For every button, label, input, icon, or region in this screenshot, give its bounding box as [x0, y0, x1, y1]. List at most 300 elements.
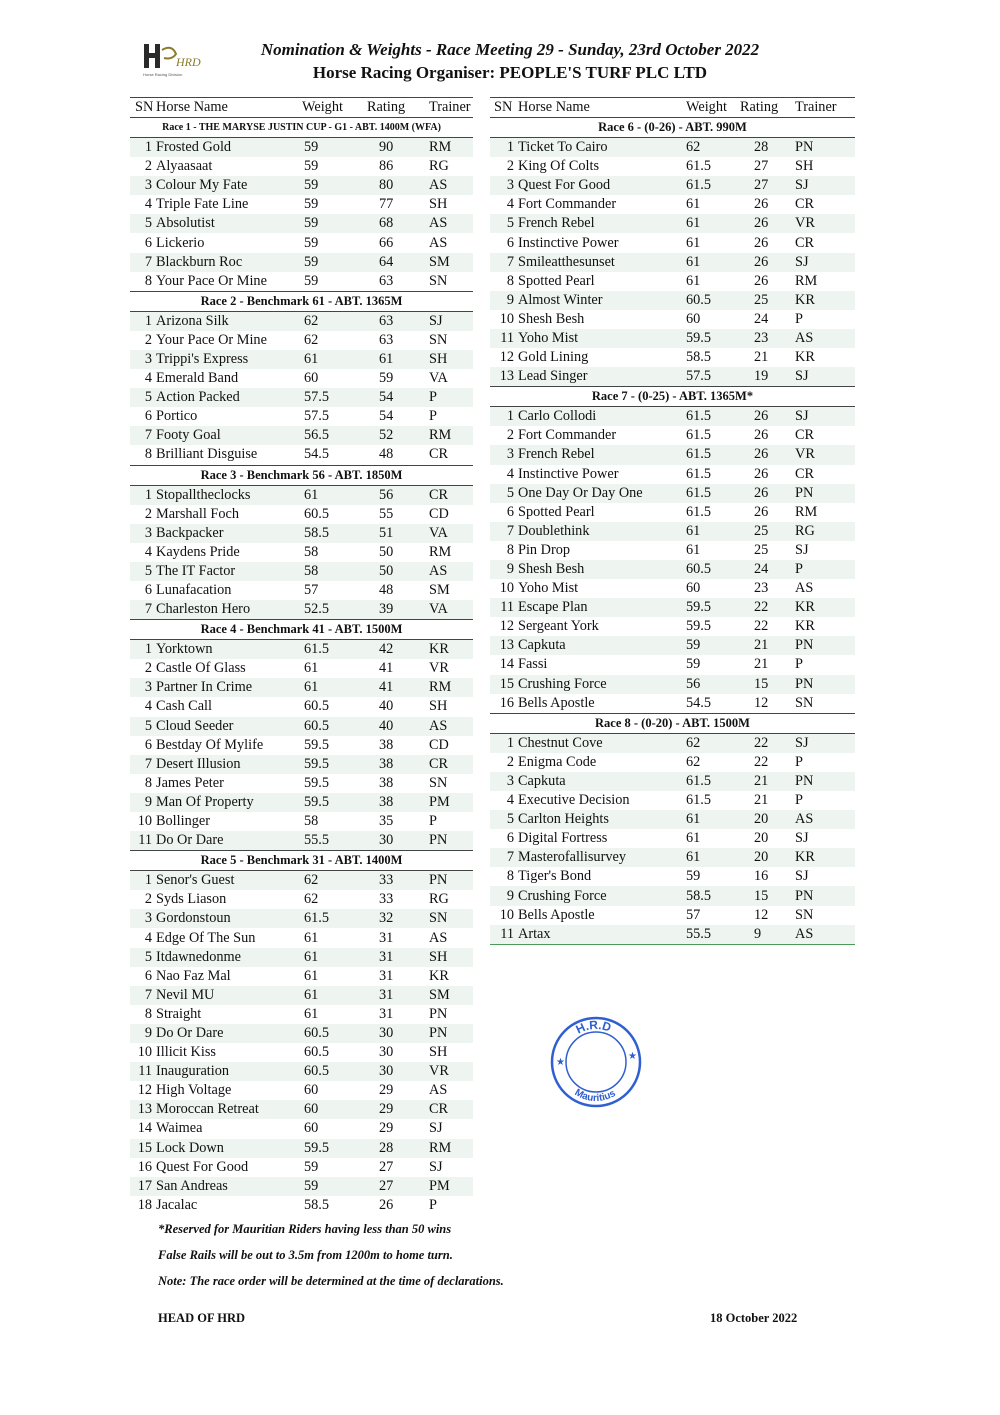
entry-sn: 18	[137, 1196, 152, 1213]
entry-horse: Bells Apostle	[518, 694, 595, 711]
entry-trainer: SN	[795, 906, 814, 923]
entry-row	[130, 1177, 473, 1196]
entry-rating: 28	[367, 1139, 429, 1158]
entry-horse: Chestnut Cove	[518, 733, 664, 753]
entry-trainer: AS	[429, 176, 473, 195]
entry-row	[130, 253, 473, 272]
entry-sn: 6	[144, 582, 152, 599]
entry-weight: 60.5	[302, 1062, 367, 1081]
entry-horse: Pin Drop	[518, 541, 571, 558]
entry-weight: 60	[686, 580, 701, 597]
entry-horse: Illicit Kiss	[156, 1044, 216, 1061]
entry-weight: 61	[304, 660, 319, 677]
entry-rating: 50	[379, 543, 394, 560]
entry-weight: 61	[664, 522, 740, 541]
entry-trainer: CD	[429, 505, 449, 522]
entry-trainer: VA	[429, 600, 473, 620]
entry-sn: 14	[137, 1120, 152, 1137]
entry-weight: 62	[304, 331, 319, 348]
entry-row	[130, 272, 473, 292]
entry-trainer: PN	[429, 1024, 473, 1043]
entry-rating: 20	[740, 810, 795, 829]
entry-weight: 62	[664, 733, 740, 753]
entry-row	[130, 736, 473, 755]
entry-rating: 32	[367, 909, 429, 928]
col-weight: Weight	[302, 98, 367, 118]
entry-horse: Digital Fortress	[518, 830, 608, 847]
entry-horse: Action Packed	[156, 388, 302, 407]
entry-row	[130, 426, 473, 445]
entry-horse: Your Pace Or Mine	[156, 331, 267, 348]
entry-horse: Cloud Seeder	[156, 717, 302, 736]
race-title: Race 8 - (0-20) - ABT. 1500M	[490, 713, 855, 733]
entry-trainer: PN	[795, 636, 855, 655]
entry-rating: 56	[367, 485, 429, 505]
entry-rating: 26	[740, 214, 795, 233]
entry-weight: 61.5	[664, 176, 740, 195]
entry-weight: 61	[304, 967, 319, 984]
entry-trainer: SH	[429, 350, 473, 369]
entry-rating: 19	[740, 367, 795, 387]
entry-weight: 59	[302, 138, 367, 158]
entry-sn: 7	[130, 600, 156, 620]
entry-weight: 61	[302, 948, 367, 967]
entry-rating: 25	[740, 291, 795, 310]
col-sn: SN	[490, 98, 518, 118]
entry-trainer: P	[429, 408, 437, 425]
entry-horse: Spotted Pearl	[518, 503, 595, 520]
entry-rating: 12	[754, 694, 769, 711]
stamp-top-text: H.R.D	[573, 1017, 613, 1037]
entry-horse: Edge Of The Sun	[156, 929, 256, 946]
entry-horse: One Day Or Day One	[518, 484, 664, 503]
entry-horse: Backpacker	[156, 524, 302, 543]
entry-trainer: SJ	[795, 176, 855, 195]
entry-row	[130, 445, 473, 465]
entry-rating: 38	[367, 755, 429, 774]
entry-trainer: RM	[429, 1139, 473, 1158]
entry-trainer: VA	[429, 524, 473, 543]
entry-trainer: P	[795, 560, 855, 579]
entry-weight: 58.5	[664, 886, 740, 905]
entry-trainer: SH	[429, 698, 448, 715]
entry-trainer: PN	[795, 886, 855, 905]
entry-rating: 55	[379, 505, 394, 522]
entry-row	[490, 829, 855, 848]
entry-trainer: VR	[429, 1062, 473, 1081]
entry-weight: 59	[302, 1177, 367, 1196]
entry-trainer: PM	[429, 1177, 473, 1196]
entry-sn: 4	[144, 698, 152, 715]
entry-trainer: AS	[795, 925, 855, 945]
entry-row	[130, 1119, 473, 1138]
entry-horse: Lickerio	[156, 234, 205, 251]
entry-sn: 3	[130, 909, 156, 928]
entry-rating: 80	[367, 176, 429, 195]
entry-row	[130, 407, 473, 426]
entry-rating: 23	[740, 329, 795, 348]
entry-weight: 57.5	[304, 408, 330, 425]
entry-weight: 61.5	[686, 792, 712, 809]
entry-rating: 22	[740, 598, 795, 617]
entry-rating: 27	[754, 158, 769, 175]
note-reserved: *Reserved for Mauritian Riders having less than 50 wins	[158, 1222, 452, 1236]
entry-rating: 30	[367, 1024, 429, 1043]
entry-rating: 26	[754, 427, 769, 444]
entry-sn: 17	[130, 1177, 156, 1196]
entry-weight: 60.5	[304, 1044, 330, 1061]
entry-trainer: RM	[429, 426, 473, 445]
entry-horse: Castle Of Glass	[156, 660, 246, 677]
race-title: Race 6 - (0-26) - ABT. 990M	[490, 118, 855, 138]
entry-weight: 59	[304, 1158, 319, 1175]
entry-sn: 6	[144, 234, 152, 251]
entry-rating: 39	[367, 600, 429, 620]
entry-trainer: AS	[429, 214, 473, 233]
entry-rating: 21	[754, 792, 769, 809]
entry-rating: 77	[379, 196, 394, 213]
entry-rating: 61	[367, 350, 429, 369]
entry-weight: 59	[304, 158, 319, 175]
entry-row	[130, 948, 473, 967]
entry-rating: 15	[740, 886, 795, 905]
entry-trainer: RM	[429, 138, 473, 158]
entry-rating: 66	[379, 234, 394, 251]
entry-row	[490, 367, 855, 387]
entry-rating: 64	[367, 253, 429, 272]
entry-row	[490, 541, 855, 560]
entry-weight: 59.5	[302, 1139, 367, 1158]
entry-horse: Inauguration	[156, 1062, 302, 1081]
entry-horse: Carlo Collodi	[518, 407, 664, 427]
entry-rating: 40	[367, 717, 429, 736]
entry-weight: 54.5	[686, 694, 712, 711]
entry-horse: Man Of Property	[156, 793, 302, 812]
entry-rating: 27	[367, 1177, 429, 1196]
entry-weight: 60	[304, 1082, 319, 1099]
entry-horse: Fort Commander	[518, 196, 617, 213]
entry-row	[130, 331, 473, 350]
entry-horse: Senor's Guest	[156, 871, 302, 891]
entry-weight: 61	[664, 214, 740, 233]
entry-sn: 9	[490, 291, 518, 310]
entry-trainer: AS	[429, 717, 473, 736]
entry-sn: 4	[506, 792, 514, 809]
entry-horse: Colour My Fate	[156, 176, 302, 195]
entry-rating: 21	[740, 772, 795, 791]
col-weight: Weight	[664, 98, 740, 118]
entry-sn: 10	[499, 906, 514, 923]
entry-weight: 61.5	[686, 427, 712, 444]
entry-sn: 3	[490, 176, 518, 195]
entry-row	[490, 291, 855, 310]
entry-sn: 1	[130, 485, 156, 505]
entry-row	[130, 195, 473, 214]
entry-row	[490, 560, 855, 579]
entry-horse: Quest For Good	[156, 1158, 249, 1175]
entry-rating: 21	[740, 636, 795, 655]
entry-trainer: P	[795, 656, 803, 673]
logo-subtext: Horse Racing Division	[143, 72, 183, 77]
entry-horse: French Rebel	[518, 445, 664, 464]
entry-horse: Absolutist	[156, 214, 302, 233]
entry-row	[490, 848, 855, 867]
entry-sn: 5	[130, 717, 156, 736]
entry-sn: 5	[130, 948, 156, 967]
entry-horse: French Rebel	[518, 214, 664, 233]
entry-horse: Bestday Of Mylife	[156, 736, 264, 753]
entry-weight: 61	[664, 848, 740, 867]
star-icon: ★	[628, 1051, 637, 1062]
entry-row	[490, 636, 855, 655]
entry-rating: 41	[367, 678, 429, 697]
entry-trainer: PN	[795, 484, 855, 503]
entry-trainer: VR	[795, 214, 855, 233]
entry-horse: Your Pace Or Mine	[156, 272, 267, 289]
entry-trainer: VR	[429, 660, 449, 677]
entry-horse: Smileatthesunset	[518, 253, 664, 272]
entry-weight: 61	[686, 272, 701, 289]
entry-horse: Bells Apostle	[518, 906, 595, 923]
entry-trainer: KR	[429, 967, 449, 984]
entry-trainer: SJ	[795, 830, 809, 847]
entry-rating: 35	[379, 813, 394, 830]
entry-trainer: VR	[795, 445, 855, 464]
entry-trainer: P	[429, 388, 473, 407]
entry-horse: Enigma Code	[518, 753, 597, 770]
entry-row	[130, 678, 473, 697]
entry-row	[130, 1043, 473, 1062]
entry-weight: 61	[302, 678, 367, 697]
entry-horse: Fort Commander	[518, 427, 617, 444]
entry-sn: 2	[506, 753, 514, 770]
entry-row	[130, 812, 473, 831]
entry-sn: 3	[130, 350, 156, 369]
entry-sn: 5	[490, 810, 518, 829]
entry-rating: 26	[754, 465, 769, 482]
entry-horse: Instinctive Power	[518, 465, 619, 482]
entry-row	[130, 233, 473, 252]
star-icon: ★	[556, 1057, 565, 1068]
entry-horse: Executive Decision	[518, 792, 630, 809]
entry-trainer: RG	[429, 891, 449, 908]
entry-rating: 16	[754, 868, 769, 885]
entry-weight: 59.5	[664, 329, 740, 348]
entry-row	[490, 214, 855, 233]
entry-weight: 62	[304, 891, 319, 908]
entry-weight: 54.5	[304, 446, 330, 463]
entry-horse: Brilliant Disguise	[156, 446, 258, 463]
entry-sn: 1	[490, 138, 518, 158]
col-rating: Rating	[367, 98, 429, 118]
race-header	[490, 713, 855, 733]
entry-sn: 7	[130, 426, 156, 445]
entry-sn: 2	[144, 891, 152, 908]
entry-row	[130, 793, 473, 812]
entry-horse: Quest For Good	[518, 176, 664, 195]
entry-horse: Partner In Crime	[156, 678, 302, 697]
race-title: Race 5 - Benchmark 31 - ABT. 1400M	[130, 851, 473, 871]
entry-row	[130, 831, 473, 851]
entry-trainer: KR	[795, 291, 855, 310]
entry-trainer: SJ	[429, 1158, 443, 1175]
entry-sn: 10	[137, 1044, 152, 1061]
entry-sn: 5	[130, 562, 156, 581]
entry-horse: Capkuta	[518, 772, 664, 791]
entry-sn: 5	[130, 214, 156, 233]
entry-row	[130, 986, 473, 1005]
entry-horse: Charleston Hero	[156, 600, 302, 620]
entry-horse: Shesh Besh	[518, 560, 664, 579]
entry-row	[490, 810, 855, 829]
entry-row	[490, 791, 855, 810]
entry-rating: 25	[754, 541, 769, 558]
left-column	[130, 97, 473, 1215]
race-header	[130, 291, 473, 311]
entry-horse: Itdawnedonme	[156, 948, 302, 967]
entry-trainer: CR	[429, 755, 473, 774]
entry-weight: 61	[686, 830, 701, 847]
entry-trainer: KR	[795, 349, 815, 366]
entry-row	[490, 138, 855, 158]
entry-weight: 59.5	[686, 618, 712, 635]
entry-weight: 61.5	[664, 772, 740, 791]
entry-sn: 3	[490, 445, 518, 464]
entry-weight: 57.5	[302, 388, 367, 407]
entry-sn: 15	[490, 675, 518, 694]
entry-row	[490, 867, 855, 886]
entry-row	[130, 1139, 473, 1158]
entry-rating: 40	[379, 698, 394, 715]
entry-trainer: CR	[795, 465, 815, 482]
page-title: Nomination & Weights - Race Meeting 29 - Sunday, 23rd October 2022	[260, 40, 760, 59]
entry-trainer: SN	[429, 909, 473, 928]
entry-rating: 26	[740, 484, 795, 503]
entry-horse: Waimea	[156, 1120, 203, 1137]
entry-sn: 9	[130, 1024, 156, 1043]
race-header	[490, 118, 855, 138]
entry-rating: 31	[367, 948, 429, 967]
entry-horse: Alyaasaat	[156, 158, 213, 175]
entry-trainer: SJ	[795, 367, 855, 387]
entry-rating: 63	[367, 311, 429, 331]
entry-trainer: P	[795, 310, 803, 327]
entry-weight: 61.5	[302, 640, 367, 660]
entry-sn: 4	[506, 196, 514, 213]
entry-weight: 56.5	[302, 426, 367, 445]
entry-sn: 2	[144, 660, 152, 677]
entry-sn: 1	[490, 407, 518, 427]
entry-trainer: SJ	[795, 868, 809, 885]
entry-horse: Nao Faz Mal	[156, 967, 231, 984]
entry-rating: 38	[379, 736, 394, 753]
entry-weight: 60.5	[302, 717, 367, 736]
entry-horse: Syds Liason	[156, 891, 227, 908]
entry-weight: 58	[304, 543, 319, 560]
entry-rating: 29	[367, 1100, 429, 1119]
entry-trainer: RG	[795, 522, 855, 541]
entry-row	[490, 465, 855, 484]
entry-rating: 30	[367, 831, 429, 851]
entry-horse: Spotted Pearl	[518, 272, 595, 289]
stamp-bottom-text: Mauritius	[572, 1087, 618, 1105]
entry-weight: 60	[304, 1120, 319, 1137]
race-title: Race 4 - Benchmark 41 - ABT. 1500M	[130, 620, 473, 640]
entry-row	[130, 311, 473, 331]
entry-sn: 4	[144, 543, 152, 560]
entry-row	[130, 774, 473, 793]
entry-trainer: SH	[429, 1044, 448, 1061]
entry-row	[490, 886, 855, 905]
entry-trainer: CR	[795, 427, 815, 444]
entry-weight: 60	[302, 1100, 367, 1119]
entry-trainer: KR	[795, 598, 855, 617]
entry-weight: 59	[304, 234, 319, 251]
entry-rating: 31	[379, 1005, 394, 1022]
entry-weight: 61	[686, 541, 701, 558]
col-horse: Horse Name	[156, 98, 302, 118]
entry-trainer: AS	[429, 234, 448, 251]
entry-rating: 42	[367, 640, 429, 660]
entry-row	[130, 350, 473, 369]
entry-trainer: PN	[429, 831, 473, 851]
entry-sn: 2	[506, 427, 514, 444]
entry-rating: 86	[379, 158, 394, 175]
entry-row	[130, 1100, 473, 1119]
entry-rating: 59	[379, 370, 394, 387]
entry-sn: 10	[499, 310, 514, 327]
entry-sn: 5	[490, 484, 518, 503]
entry-horse: Straight	[156, 1005, 202, 1022]
entry-row	[490, 598, 855, 617]
entry-sn: 2	[144, 331, 152, 348]
entry-trainer: PM	[429, 793, 473, 812]
entry-trainer: SN	[429, 331, 448, 348]
entry-weight: 59	[304, 272, 319, 289]
entry-trainer: SJ	[795, 407, 855, 427]
entry-row	[490, 176, 855, 195]
entry-weight: 59.5	[664, 598, 740, 617]
col-trainer: Trainer	[795, 98, 855, 118]
col-trainer: Trainer	[429, 98, 473, 118]
entry-row	[130, 967, 473, 986]
entry-trainer: PN	[429, 871, 473, 891]
entry-trainer: KR	[795, 618, 815, 635]
entry-horse: Escape Plan	[518, 598, 664, 617]
entry-sn: 8	[506, 868, 514, 885]
entry-trainer: AS	[795, 810, 855, 829]
entry-trainer: PN	[795, 675, 855, 694]
entry-weight: 60.5	[304, 698, 330, 715]
entry-horse: Gordonstoun	[156, 909, 302, 928]
entry-horse: Crushing Force	[518, 886, 664, 905]
footer-signatory: HEAD OF HRD	[158, 1311, 246, 1325]
race-header	[130, 620, 473, 640]
entry-horse: High Voltage	[156, 1082, 232, 1099]
right-race-table	[490, 97, 855, 945]
entry-sn: 3	[130, 176, 156, 195]
entry-weight: 61	[302, 485, 367, 505]
entry-horse: Artax	[518, 925, 664, 945]
entry-trainer: KR	[429, 640, 473, 660]
entry-row	[130, 755, 473, 774]
race-title: Race 2 - Benchmark 61 - ABT. 1365M	[130, 291, 473, 311]
entry-row	[130, 1196, 473, 1215]
entry-sn: 13	[130, 1100, 156, 1119]
entry-rating: 24	[754, 310, 769, 327]
entry-trainer: SH	[429, 948, 473, 967]
entry-sn: 9	[490, 560, 518, 579]
